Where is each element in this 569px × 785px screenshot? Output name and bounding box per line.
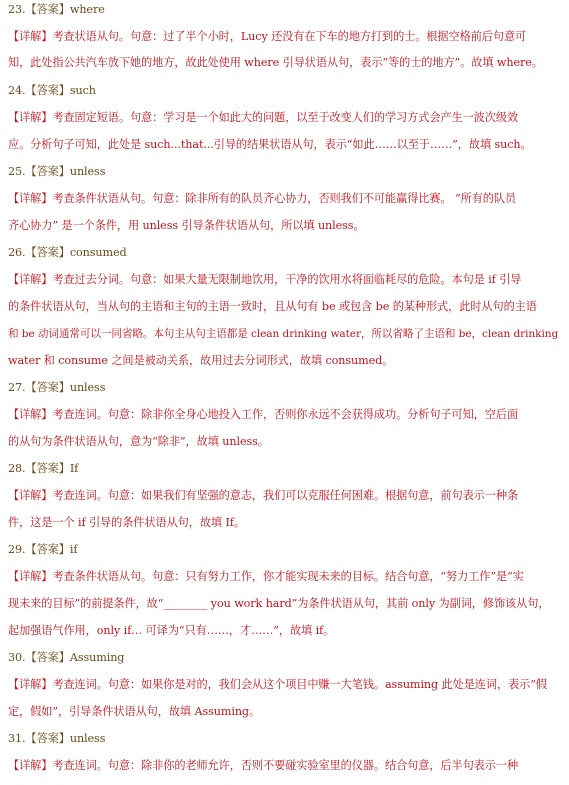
explanation-line: 【详解】考查连词。句意：除非你全身心地投入工作，否则你永远不会获得成功。分析句子可知，空后面 xyxy=(8,408,519,421)
answer-line-24: 24.【答案】such xyxy=(8,84,96,97)
explanation-line: 定，假如”，引导条件状语从句，故填 Assuming。 xyxy=(8,705,261,718)
answer-line-28: 28.【答案】If xyxy=(8,462,79,475)
explanation-line: 【详解】考查条件状语从句。句意：除非所有的队员齐心协力，否则我们不可能赢得比赛。 “所有的队员 xyxy=(8,192,517,205)
explanation-line: 【详解】考查过去分词。句意：如果大量无限制地饮用，干净的饮用水将面临耗尽的危险。本句是 if 引导 xyxy=(8,273,522,286)
answer-line-26: 26.【答案】consumed xyxy=(8,246,127,259)
explanation-line: 现未来的目标”的前提条件，故“________ you work hard”为条件状语从句，其前 only 为副词，修饰该从句， xyxy=(8,597,550,610)
explanation-line: 【详解】考查状语从句。句意：过了半个小时，Lucy 还没有在下车的地方打到的士。根据空格前后句意可 xyxy=(8,30,527,43)
explanation-line: 【详解】考查固定短语。句意：学习是一个如此大的问题，以至于改变人们的学习方式会产生一波次级效 xyxy=(8,111,519,124)
answer-line-31: 31.【答案】unless xyxy=(8,732,106,745)
explanation-line: 起加强语气作用，only if… 可译为“只有……，才……”，故填 if。 xyxy=(8,624,335,637)
explanation-line: water 和 consume 之间是被动关系，故用过去分词形式，故填 consumed。 xyxy=(8,354,394,367)
explanation-line: 齐心协力” 是一个条件，用 unless 引导条件状语从句，所以填 unless。 xyxy=(8,219,365,232)
explanation-line: 【详解】考查连词。句意：除非你的老师允许，否则不要碰实验室里的仪器。结合句意，后半句表示一种 xyxy=(8,759,519,772)
answer-line-30: 30.【答案】Assuming xyxy=(8,651,125,664)
explanation-line: 应。分析句子可知，此处是 such...that...引导的结果状语从句，表示“如此……以至于……”，故填 such。 xyxy=(8,138,532,151)
explanation-line: 和 be 动词通常可以一同省略。本句主从句主语都是 clean drinking water，所以省略了主语和 be，clean drinking xyxy=(8,328,559,340)
explanation-line: 【详解】考查连词。句意：如果你是对的，我们会从这个项目中赚一大笔钱。assuming 此处是连词，表示“假 xyxy=(8,678,547,691)
explanation-line: 的条件状语从句，当从句的主语和主句的主语一致时，且从句有 be 或包含 be 的某种形式，此时从句的主语 xyxy=(8,300,537,313)
answer-line-25: 25.【答案】unless xyxy=(8,165,106,178)
explanation-line: 【详解】考查连词。句意：如果我们有坚强的意志，我们可以克服任何困难。根据句意，前句表示一种条 xyxy=(8,489,519,502)
answer-line-27: 27.【答案】unless xyxy=(8,381,106,394)
explanation-line: 件，这是一个 if 引导的条件状语从句，故填 If。 xyxy=(8,516,245,529)
answer-line-23: 23.【答案】where xyxy=(8,3,105,16)
explanation-line: 【详解】考查条件状语从句。句意：只有努力工作，你才能实现未来的目标。结合句意，“努力工作”是“实 xyxy=(8,570,524,583)
explanation-line: 的从句为条件状语从句，意为“除非”，故填 unless。 xyxy=(8,435,269,448)
explanation-line: 知，此处指公共汽车放下她的地方，故此处使用 where 引导状语从句，表示“等的士的地方”。故填 where。 xyxy=(8,56,543,69)
answer-line-29: 29.【答案】if xyxy=(8,543,78,556)
